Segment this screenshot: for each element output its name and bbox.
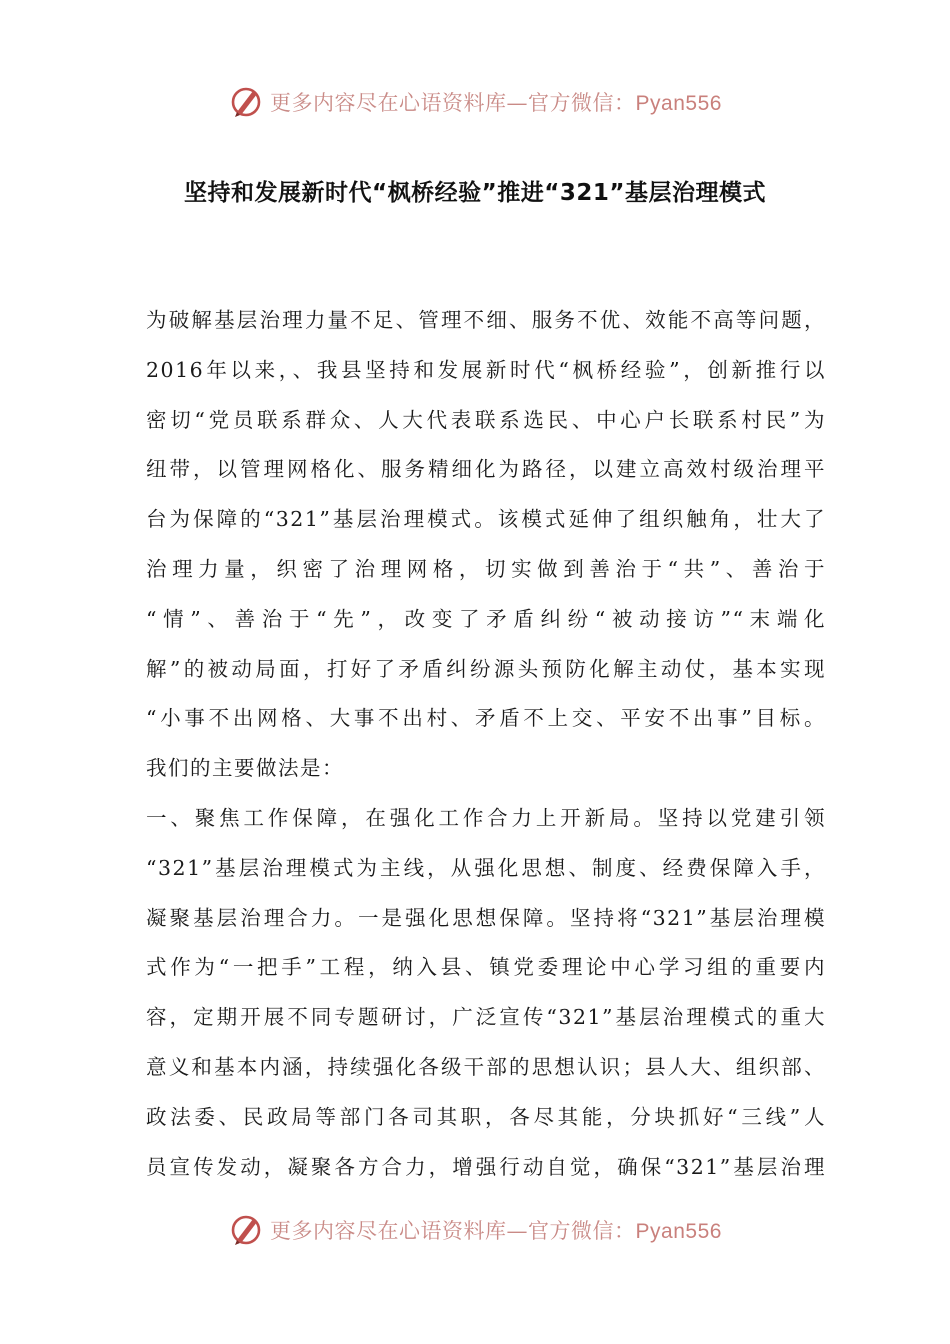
body-line: 凝聚基层治理合力。一是强化思想保障。坚持将“321”基层治理模 — [146, 905, 826, 930]
body-line: 我们的主要做法是： — [146, 756, 344, 781]
body-line: 纽带，以管理网格化、服务精细化为路径，以建立高效村级治理平 — [146, 457, 826, 482]
header-banner-text: 更多内容尽在心语资料库—官方微信：Pyan556 — [270, 91, 722, 115]
body-line: 容，定期开展不同专题研讨，广泛宣传“321”基层治理模式的重大 — [146, 1005, 826, 1030]
body-line: 台为保障的“321”基层治理模式。该模式延伸了组织触角，壮大了 — [146, 507, 826, 532]
document-title: 坚持和发展新时代“枫桥经验”推进“321”基层治理模式 — [184, 180, 766, 206]
body-line: 为破解基层治理力量不足、管理不细、服务不优、效能不高等问题， — [146, 308, 826, 332]
pen-circle-icon — [228, 84, 264, 120]
body-line: “情”、善治于“先”，改变了矛盾纠纷“被动接访”“末端化 — [146, 606, 826, 631]
body-line: 式作为“一把手”工程，纳入县、镇党委理论中心学习组的重要内 — [146, 955, 826, 980]
footer-banner — [0, 1208, 950, 1252]
body-line: 员宣传发动，凝聚各方合力，增强行动自觉，确保“321”基层治理 — [146, 1154, 826, 1179]
body-line: “小事不出网格、大事不出村、矛盾不上交、平安不出事”目标。 — [146, 706, 826, 731]
body-line: 密切“党员联系群众、人大代表联系选民、中心户长联系村民”为 — [146, 407, 826, 432]
body-line: 治理力量，织密了治理网格，切实做到善治于“共”、善治于 — [146, 556, 826, 581]
body-line: 一、聚焦工作保障，在强化工作合力上开新局。坚持以党建引领 — [146, 805, 826, 830]
body-line: 解”的被动局面，打好了矛盾纠纷源头预防化解主动仗，基本实现 — [146, 656, 826, 681]
body-line: 意义和基本内涵，持续强化各级干部的思想认识；县人大、组织部、 — [146, 1054, 826, 1079]
header-banner — [0, 80, 950, 124]
pen-circle-icon — [228, 1212, 264, 1248]
body-line: 政法委、民政局等部门各司其职，各尽其能，分块抓好“三线”人 — [146, 1104, 826, 1129]
footer-banner-text: 更多内容尽在心语资料库—官方微信：Pyan556 — [270, 1219, 722, 1243]
body-line: “321”基层治理模式为主线，从强化思想、制度、经费保障入手， — [146, 855, 826, 880]
body-text — [146, 296, 826, 1192]
body-line: 2016年以来，、我县坚持和发展新时代“枫桥经验”，创新推行以 — [146, 357, 826, 382]
